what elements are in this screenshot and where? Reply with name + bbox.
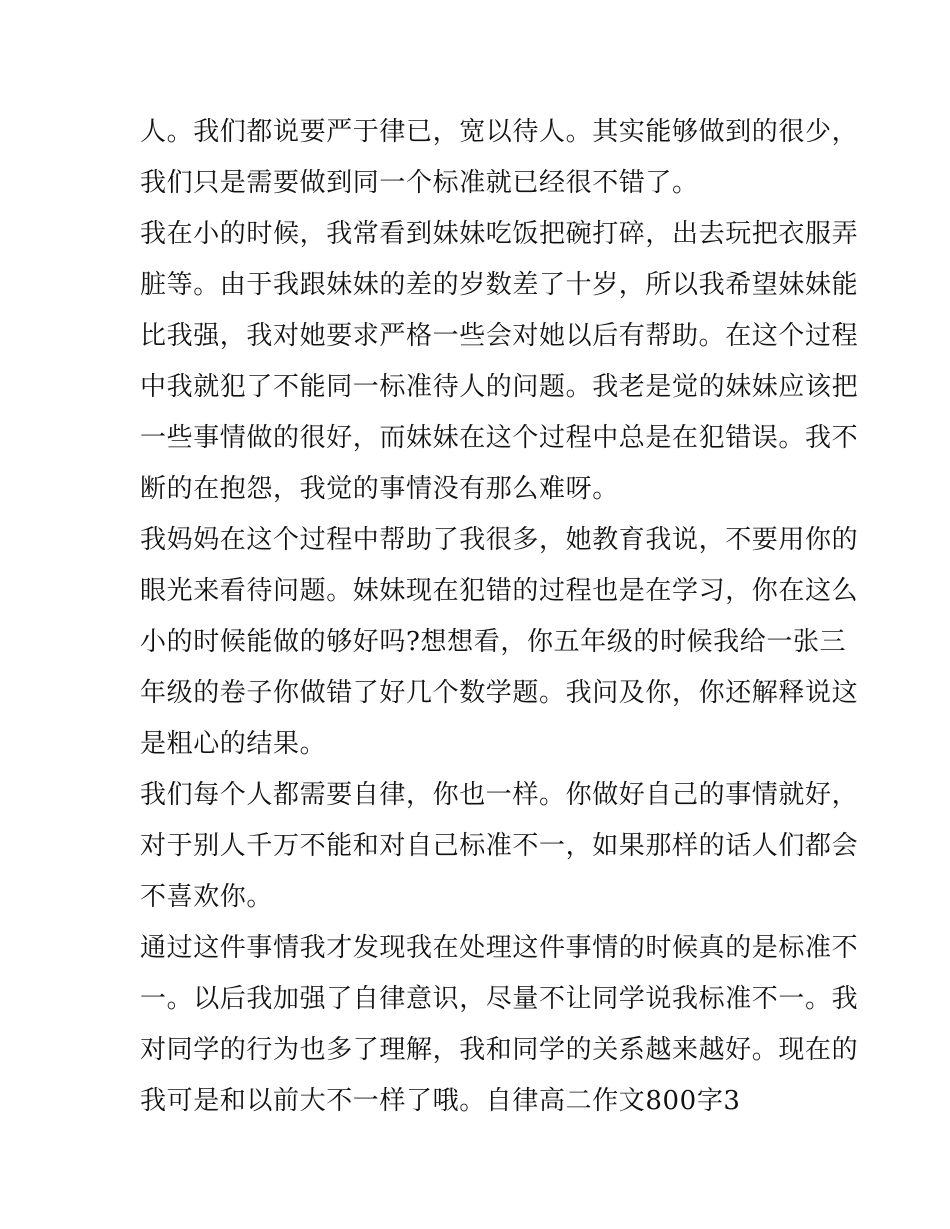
text-line: 年级的卷子你做错了好几个数学题。我问及你，你还解释说这 bbox=[140, 678, 859, 708]
text-line: 对同学的行为也多了理解，我和同学的关系越来越好。现在的 bbox=[140, 1035, 859, 1065]
text-line: 小的时候能做的够好吗?想想看，你五年级的时候我给一张三 bbox=[140, 627, 847, 657]
text-line: 人。我们都说要严于律已，宽以待人。其实能够做到的很少， bbox=[140, 117, 859, 147]
text-line: 我可是和以前大不一样了哦。自律高二作文800字3 bbox=[140, 1086, 741, 1116]
text-line: 通过这件事情我才发现我在处理这件事情的时候真的是标准不 bbox=[140, 933, 859, 963]
text-line: 我在小的时候，我常看到妹妹吃饭把碗打碎，出去玩把衣服弄 bbox=[140, 219, 859, 249]
text-line: 不喜欢你。 bbox=[140, 882, 274, 912]
text-line: 断的在抱怨，我觉的事情没有那么难呀。 bbox=[140, 474, 619, 504]
text-line: 脏等。由于我跟妹妹的差的岁数差了十岁，所以我希望妹妹能 bbox=[140, 270, 859, 300]
text-line: 一。以后我加强了自律意识，尽量不让同学说我标准不一。我 bbox=[140, 984, 859, 1014]
text-line: 是粗心的结果。 bbox=[140, 729, 327, 759]
essay-text bbox=[140, 107, 859, 1127]
text-line: 一些事情做的很好，而妹妹在这个过程中总是在犯错误。我不 bbox=[140, 423, 859, 453]
text-line: 中我就犯了不能同一标准待人的问题。我老是觉的妹妹应该把 bbox=[140, 372, 859, 402]
text-line: 对于别人千万不能和对自己标准不一，如果那样的话人们都会 bbox=[140, 831, 859, 861]
text-line: 比我强，我对她要求严格一些会对她以后有帮助。在这个过程 bbox=[140, 321, 859, 351]
text-line: 眼光来看待问题。妹妹现在犯错的过程也是在学习，你在这么 bbox=[140, 576, 859, 606]
text-line: 我们每个人都需要自律，你也一样。你做好自己的事情就好， bbox=[140, 780, 859, 810]
text-line: 我妈妈在这个过程中帮助了我很多，她教育我说，不要用你的 bbox=[140, 525, 859, 555]
text-line: 我们只是需要做到同一个标准就已经很不错了。 bbox=[140, 168, 699, 198]
